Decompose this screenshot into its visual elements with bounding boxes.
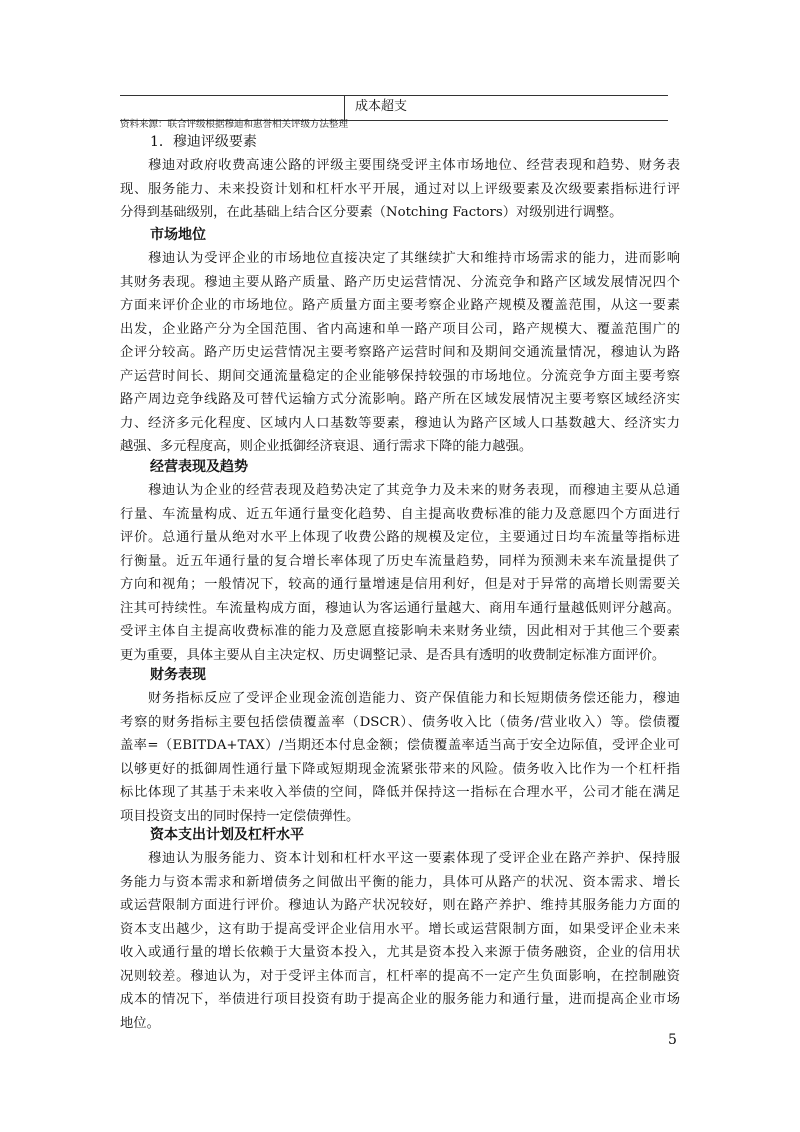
- paragraph-line: 地位。: [120, 1015, 160, 1031]
- paragraph-line: 穆迪认为服务能力、资本计划和杠杆水平这一要素体现了受评企业在路产养护、保持服: [148, 851, 680, 866]
- paragraph-line: 注其可持续性。车流量构成方面，穆迪认为客运通行量越大、商用车通行量越低则评分越高。: [120, 600, 680, 616]
- capex-heading: 资本支出计划及杠杆水平: [150, 827, 304, 843]
- operation-heading: 经营表现及趋势: [150, 459, 248, 475]
- paragraph-line: 财务指标反应了受评企业现金流创造能力、资产保值能力和长短期债务偿还能力，穆迪: [148, 691, 680, 706]
- paragraph-line: 成本的情况下，举债进行项目投资有助于提高企业的服务能力和通行量，进而提高企业市场: [120, 992, 680, 1007]
- paragraph-line: 越强、多元程度高，则企业抵御经济衰退、通行需求下降的能力越强。: [120, 439, 533, 454]
- paragraph-line: 或运营限制方面进行评价。穆迪认为路产状况较好，则在路产养护、维持其服务能力方面的: [120, 898, 680, 913]
- paragraph-line: 务能力与资本需求和新增债务之间做出平衡的能力，具体可从路产的状况、资本需求、增长: [120, 874, 680, 890]
- operation-paragraph: [120, 479, 680, 667]
- paragraph-line: 分得到基础级别，在此基础上结合区分要素（Notching Factors）对级别进行调整。: [120, 205, 623, 220]
- paragraph-line: 更为重要，具体主要从自主决定权、历史调整记录、是否具有透明的收费制定标准方面评价。: [120, 647, 666, 663]
- source-note: 资料来源：联合评级根据穆迪和惠誉相关评级方法整理: [120, 119, 349, 130]
- paragraph-line: 项目投资支出的同时保持一定偿债弹性。: [120, 808, 360, 824]
- paragraph-line: 方面来评价企业的市场地位。路产质量方面主要考察企业路产规模及覆盖范围，从这一要素: [120, 298, 680, 313]
- paragraph-line: 产运营时间长、期间交通流量稳定的企业能够保持较强的市场地位。分流竞争方面主要考察: [120, 368, 680, 384]
- paragraph-line: 盖率=（EBITDA+TAX）/当期还本付息金额；偿债覆盖率适当高于安全边际值，受评企业可: [120, 738, 680, 753]
- capex-paragraph: [120, 847, 680, 1035]
- financial-paragraph: [120, 687, 680, 828]
- financial-heading: 财务表现: [150, 667, 206, 683]
- paragraph-line: 力、经济多元化程度、区域内人口基数等要素，穆迪认为路产区域人口基数越大、经济实力: [120, 415, 680, 431]
- paragraph-line: 企评分较高。路产历史运营情况主要考察路产运营时间和及期间交通流量情况，穆迪认为路: [120, 345, 680, 360]
- table-divider: [344, 96, 345, 120]
- paragraph-line: 资本支出越少，这有助于提高受评企业信用水平。增长或运营限制方面，如果受评企业未来: [120, 921, 680, 937]
- section-heading: 1．穆迪评级要素: [150, 134, 257, 150]
- paragraph-line: 况则较差。穆迪认为，对于受评主体而言，杠杆率的提高不一定产生负面影响，在控制融资: [120, 968, 680, 984]
- page-number: 5: [668, 1032, 677, 1048]
- paragraph-line: 现、服务能力、未来投资计划和杠杆水平开展，通过对以上评级要素及次级要素指标进行评: [120, 181, 680, 197]
- paragraph-line: 穆迪对政府收费高速公路的评级主要围绕受评主体市场地位、经营表现和趋势、财务表: [148, 158, 680, 173]
- paragraph-line: 穆迪认为企业的经营表现及趋势决定了其竞争力及未来的财务表现，而穆迪主要从总通: [148, 483, 680, 498]
- paragraph-line: 以够更好的抵御周性通行量下降或短期现金流紧张带来的风险。债务收入比作为一个杠杆指: [120, 761, 680, 777]
- table-cell: 成本超支: [355, 99, 408, 114]
- market-heading: 市场地位: [150, 227, 206, 243]
- paragraph-line: 行衡量。近五年通行量的复合增长率体现了历史车流量趋势，同样为预测未来车流量提供了: [120, 553, 680, 569]
- paragraph-line: 考察的财务指标主要包括偿债覆盖率（DSCR）、债务收入比（债务/营业收入）等。偿债覆: [120, 714, 680, 730]
- intro-paragraph: [120, 154, 680, 225]
- paragraph-line: 评价。总通行量从绝对水平上体现了收费公路的规模及定位，主要通过日均车流量等指标进: [120, 530, 680, 545]
- paragraph-line: 路产周边竞争线路及可替代运输方式分流影响。路产所在区域发展情况主要考察区域经济实: [120, 392, 680, 407]
- paragraph-line: 穆迪认为受评企业的市场地位直接决定了其继续扩大和维持市场需求的能力，进而影响: [148, 251, 680, 266]
- paragraph-line: 标比体现了其基于未来收入举债的空间，降低并保持这一指标在合理水平，公司才能在满足: [120, 785, 680, 800]
- paragraph-line: 出发，企业路产分为全国范围、省内高速和单一路产项目公司，路产规模大、覆盖范围广的: [120, 321, 680, 337]
- paragraph-line: 受评主体自主提高收费标准的能力及意愿直接影响未来财务业绩，因此相对于其他三个要素: [120, 624, 680, 639]
- paragraph-line: 其财务表现。穆迪主要从路产质量、路产历史运营情况、分流竞争和路产区域发展情况四个: [120, 274, 680, 290]
- paragraph-line: 收入或通行量的增长依赖于大量资本投入，尤其是资本投入来源于债务融资，企业的信用状: [120, 945, 680, 960]
- paragraph-line: 方向和视角；一般情况下，较高的通行量增速是信用利好，但是对于异常的高增长则需要关: [120, 577, 680, 592]
- paragraph-line: 行量、车流量构成、近五年通行量变化趋势、自主提高收费标准的能力及意愿四个方面进行: [120, 506, 680, 522]
- market-paragraph: [120, 247, 680, 459]
